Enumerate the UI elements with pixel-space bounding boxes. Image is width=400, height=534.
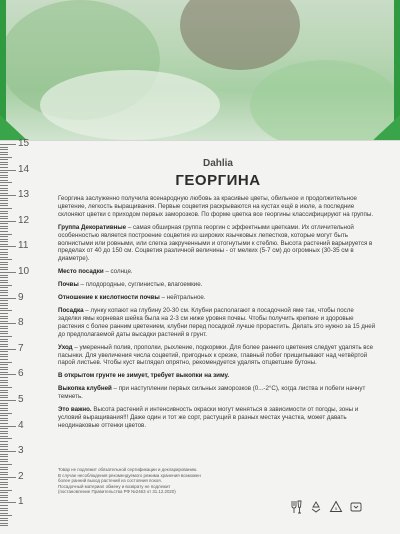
ruler-number: 12 bbox=[18, 214, 30, 226]
ruler-tick bbox=[0, 234, 12, 235]
ruler-tick bbox=[0, 152, 8, 153]
ruler-tick bbox=[0, 349, 16, 350]
ruler-tick bbox=[0, 502, 16, 503]
ruler-tick bbox=[0, 298, 16, 299]
ruler-tick bbox=[0, 333, 8, 334]
ruler-tick bbox=[0, 451, 16, 452]
ruler-tick bbox=[0, 254, 8, 255]
ruler-tick bbox=[0, 500, 8, 501]
ruler-tick bbox=[0, 513, 8, 514]
ruler-tick bbox=[0, 280, 8, 281]
ruler-tick bbox=[0, 344, 8, 345]
ruler-tick bbox=[0, 305, 8, 306]
ruler-tick bbox=[0, 154, 8, 155]
ruler-tick bbox=[0, 520, 8, 521]
ruler-tick bbox=[0, 316, 8, 317]
paragraph-lead: Почвы bbox=[58, 281, 79, 289]
ruler-tick bbox=[0, 164, 8, 165]
ruler-tick bbox=[0, 249, 8, 250]
ruler-tick bbox=[0, 418, 8, 419]
paragraph-text: – лунку копают на глубину 20-30 см. Клубни располагают в посадочной яме так, чтобы после заделки ямы корневая шейка была на 2-3 см ниже уровня почвы. Чтобы получить крепкие и здоровые растения с более ранним цветением, клубни перед посадкой лучше прорастить. Делать это нужно за 15 дней до предполагаемой даты высадки растений в грунт. bbox=[58, 306, 376, 338]
ruler-tick bbox=[0, 326, 8, 327]
ruler-tick bbox=[0, 290, 8, 291]
ruler-tick bbox=[0, 380, 8, 381]
ruler-tick bbox=[0, 420, 8, 421]
ruler-tick bbox=[0, 147, 8, 148]
ruler-tick bbox=[0, 413, 12, 414]
ruler-number: 11 bbox=[18, 240, 29, 252]
ruler-tick bbox=[0, 459, 8, 460]
ruler-tick bbox=[0, 408, 8, 409]
ruler-tick bbox=[0, 193, 8, 194]
paragraph-lead: В открытом грунте не зимует, требует выкопки на зиму. bbox=[58, 372, 230, 380]
fine-print bbox=[58, 467, 268, 495]
ruler-tick bbox=[0, 277, 8, 278]
paragraph-text: – солнце. bbox=[103, 268, 133, 276]
ruler-tick bbox=[0, 313, 8, 314]
ruler-tick bbox=[0, 356, 8, 357]
ruler-tick bbox=[0, 367, 8, 368]
description-paragraph bbox=[58, 372, 378, 380]
ruler-tick bbox=[0, 241, 8, 242]
ruler-tick bbox=[0, 331, 8, 332]
paragraph-text: – нейтральное. bbox=[159, 294, 206, 302]
glass-fork-icon bbox=[288, 498, 304, 516]
ruler-tick bbox=[0, 282, 8, 283]
ruler-tick bbox=[0, 259, 12, 260]
ruler-tick bbox=[0, 208, 12, 209]
ruler-tick bbox=[0, 264, 8, 265]
ruler-tick bbox=[0, 195, 16, 196]
ruler-tick bbox=[0, 231, 8, 232]
ruler-tick bbox=[0, 252, 8, 253]
description-paragraph bbox=[58, 385, 378, 401]
ruler-tick bbox=[0, 292, 8, 293]
recycle-icon bbox=[308, 498, 324, 516]
packaging-icons bbox=[288, 498, 364, 516]
ruler-tick bbox=[0, 436, 8, 437]
paragraph-lead: Выкопка клубней bbox=[58, 385, 112, 393]
paragraph-lead: Уход bbox=[58, 343, 73, 351]
green-corner-right bbox=[370, 115, 400, 143]
ruler-tick bbox=[0, 257, 8, 258]
ruler-tick bbox=[0, 377, 8, 378]
description-paragraph bbox=[58, 224, 378, 264]
ruler-tick bbox=[0, 308, 8, 309]
paragraph-text: – самая обширная группа георгин с эффектными цветками. Их отличительной особенностью является построение соцветия из широких язычковых лепестков, которые могут быть волнистыми или ровными, или слегка закрученными и отогнутыми к стеблю. Высота растений варьируется в пределах от 40 до 150 см. Соцветия различной величины - от мелких (5-7 см) до огромных (30-35 см в диаметре). bbox=[58, 223, 373, 263]
ruler-tick bbox=[0, 426, 16, 427]
tuber-shape bbox=[180, 0, 300, 70]
ruler-tick bbox=[0, 454, 8, 455]
description-paragraph bbox=[58, 406, 378, 430]
paragraph-lead: Группа Декоративные bbox=[58, 223, 127, 231]
paragraph-lead: Место посадки bbox=[58, 268, 104, 276]
paragraph-lead: Посадка bbox=[58, 306, 84, 314]
ruler-tick bbox=[0, 428, 8, 429]
ruler-tick bbox=[0, 246, 16, 247]
ruler-tick bbox=[0, 211, 8, 212]
paragraph-text: Высота растений и интенсивность окраски могут меняться в зависимости от погоды, зоны и условий выращивания!!! Даже один и тот же сорт, растущий в разных местах участка, может давать неодинаковые оттенки цветов. bbox=[58, 406, 359, 429]
ruler-number: 1 bbox=[18, 496, 24, 508]
ruler-tick bbox=[0, 469, 8, 470]
ruler-tick bbox=[0, 213, 8, 214]
ruler-tick bbox=[0, 162, 8, 163]
ruler-tick bbox=[0, 518, 8, 519]
ruler-tick bbox=[0, 359, 8, 360]
ruler-tick bbox=[0, 508, 8, 509]
ruler-tick bbox=[0, 479, 8, 480]
ruler-tick bbox=[0, 198, 8, 199]
ruler-tick bbox=[0, 405, 8, 406]
paragraph-text: – плодородные, суглинистые, влагоемкие. bbox=[78, 281, 203, 289]
ruler-tick bbox=[0, 474, 8, 475]
ruler-tick bbox=[0, 144, 16, 145]
ruler-tick bbox=[0, 339, 8, 340]
triangle-recycle-icon bbox=[328, 498, 344, 516]
ruler-tick bbox=[0, 341, 8, 342]
fine-print-line: (постановление Правительства РФ №2463 от 31.12.2020) bbox=[58, 489, 176, 495]
ruler-number: 9 bbox=[18, 291, 24, 303]
ruler-tick bbox=[0, 392, 8, 393]
ruler-tick bbox=[0, 285, 12, 286]
ruler-tick bbox=[0, 461, 8, 462]
ruler-tick bbox=[0, 346, 8, 347]
ruler-tick bbox=[0, 149, 8, 150]
paragraph-lead: Это важно. bbox=[58, 406, 92, 414]
ruler-number: 15 bbox=[18, 138, 30, 149]
ruler-tick bbox=[0, 510, 8, 511]
ruler-tick bbox=[0, 415, 8, 416]
ruler-tick bbox=[0, 328, 8, 329]
ruler-tick bbox=[0, 318, 8, 319]
ruler-tick bbox=[0, 275, 8, 276]
ruler-tick bbox=[0, 216, 8, 217]
ruler-tick bbox=[0, 223, 8, 224]
ruler-number: 3 bbox=[18, 445, 24, 457]
ruler-tick bbox=[0, 351, 8, 352]
fine-print-line: Посадочный материал обмену и возврату не подлежит bbox=[58, 483, 171, 489]
ruler-number: 14 bbox=[18, 163, 30, 175]
ruler-tick bbox=[0, 410, 8, 411]
ruler-tick bbox=[0, 203, 8, 204]
ruler-tick bbox=[0, 492, 8, 493]
ruler-tick bbox=[0, 497, 8, 498]
ruler-tick bbox=[0, 336, 12, 337]
ruler-tick bbox=[0, 397, 8, 398]
description-paragraph bbox=[58, 268, 378, 276]
ruler-tick bbox=[0, 205, 8, 206]
ruler-tick bbox=[0, 456, 8, 457]
ruler-tick bbox=[0, 403, 8, 404]
paragraph-lead: Отношение к кислотности почвы bbox=[58, 294, 160, 302]
ruler-tick bbox=[0, 272, 16, 273]
ruler-tick bbox=[0, 267, 8, 268]
ruler-tick bbox=[0, 239, 8, 240]
ruler-tick bbox=[0, 449, 8, 450]
ruler-tick bbox=[0, 395, 8, 396]
ruler-tick bbox=[0, 515, 12, 516]
description-paragraph bbox=[58, 307, 378, 339]
ruler-tick bbox=[0, 464, 12, 465]
ruler-tick bbox=[0, 467, 8, 468]
ruler-tick bbox=[0, 525, 8, 526]
ruler-number: 10 bbox=[18, 266, 30, 277]
ruler-tick bbox=[0, 321, 8, 322]
ruler-tick bbox=[0, 362, 12, 363]
fine-print-line: более ранний выход растений из состояния покоя. bbox=[58, 478, 162, 484]
ruler-tick bbox=[0, 177, 8, 178]
ruler-number: 6 bbox=[18, 368, 24, 380]
ruler-tick bbox=[0, 495, 8, 496]
ruler-number: 8 bbox=[18, 317, 24, 329]
ruler-tick bbox=[0, 441, 8, 442]
ruler-tick bbox=[0, 364, 8, 365]
ruler-tick bbox=[0, 374, 16, 375]
ruler-tick bbox=[0, 484, 8, 485]
svg-text:5: 5 bbox=[334, 506, 338, 511]
ruler-tick bbox=[0, 269, 8, 270]
plastic-glare bbox=[40, 70, 220, 140]
pp-icon bbox=[348, 498, 364, 516]
ruler-tick bbox=[0, 182, 12, 183]
ruler-tick bbox=[0, 159, 8, 160]
ruler-tick bbox=[0, 323, 16, 324]
ruler-tick bbox=[0, 490, 12, 491]
ruler-tick bbox=[0, 482, 8, 483]
fine-print-line: Товар не подлежит обязательной сертификации и декларированию. bbox=[58, 467, 198, 472]
ruler-tick bbox=[0, 438, 12, 439]
ruler-tick bbox=[0, 218, 8, 219]
latin-name: Dahlia bbox=[202, 158, 233, 169]
ruler-tick bbox=[0, 188, 8, 189]
ruler-tick bbox=[0, 487, 8, 488]
fine-print-line: В случае несоблюдения рекомендуемого режима хранения возможен bbox=[58, 472, 201, 478]
ruler-tick bbox=[0, 444, 8, 445]
ruler-tick bbox=[0, 200, 8, 201]
ruler-tick bbox=[0, 190, 8, 191]
paragraph-text: Георгина заслуженно получила всенародную любовь за красивые цветы, обильное и продолжительное цветение, легкость выращивания. Первые соцветия раскрываются на кустах ещё в июле, а последние склоняют цветки с приходом первых заморозков. По форме цветка все георгины классифицируют на группы. bbox=[58, 195, 374, 218]
ruler-tick bbox=[0, 244, 8, 245]
packet-photo bbox=[0, 0, 400, 150]
ruler-tick bbox=[0, 226, 8, 227]
label-content bbox=[58, 158, 378, 435]
ruler-number: 4 bbox=[18, 419, 24, 431]
description bbox=[58, 195, 378, 430]
ruler-tick bbox=[0, 385, 8, 386]
ruler-tick bbox=[0, 180, 8, 181]
ruler-tick bbox=[0, 262, 8, 263]
ruler-tick bbox=[0, 477, 16, 478]
ruler-tick bbox=[0, 157, 12, 158]
description-paragraph bbox=[58, 195, 378, 219]
ruler-number: 2 bbox=[18, 470, 24, 482]
ruler-tick bbox=[0, 295, 8, 296]
ruler-tick bbox=[0, 310, 12, 311]
product-title: ГЕОРГИНА bbox=[175, 172, 261, 189]
ruler-tick bbox=[0, 228, 8, 229]
paragraph-text: – при наступлении первых сильных заморозков (0...-2°С), когда листва и побеги начнут темнеть. bbox=[58, 385, 366, 401]
description-paragraph bbox=[58, 344, 378, 368]
ruler-tick bbox=[0, 221, 16, 222]
ruler-tick bbox=[0, 372, 8, 373]
ruler-tick bbox=[0, 472, 8, 473]
ruler-number: 7 bbox=[18, 342, 24, 354]
ruler-tick bbox=[0, 446, 8, 447]
ruler-tick bbox=[0, 303, 8, 304]
ruler bbox=[0, 140, 46, 533]
ruler-tick bbox=[0, 167, 8, 168]
ruler-number: 13 bbox=[18, 189, 30, 201]
paragraph-text: – умеренный полив, прополки, рыхление, подкормки. Для более раннего цветения следует удалять все пасынки. Для увеличения числа соцветий, пригодных к срезке, главный побег прищипывают над четвёртой парой листьев. Чтобы куст выглядел опрятно, рекомендуется удалять отцветшие бутоны. bbox=[58, 343, 374, 367]
ruler-tick bbox=[0, 185, 8, 186]
ruler-tick bbox=[0, 390, 8, 391]
description-paragraph bbox=[58, 294, 378, 302]
ruler-tick bbox=[0, 354, 8, 355]
ruler-tick bbox=[0, 172, 8, 173]
ruler-tick bbox=[0, 236, 8, 237]
ruler-tick bbox=[0, 433, 8, 434]
ruler-tick bbox=[0, 505, 8, 506]
ruler-tick bbox=[0, 175, 8, 176]
ruler-tick bbox=[0, 400, 16, 401]
ruler-tick bbox=[0, 287, 8, 288]
ruler-tick bbox=[0, 423, 8, 424]
description-paragraph bbox=[58, 281, 378, 289]
ruler-tick bbox=[0, 369, 8, 370]
ruler-tick bbox=[0, 382, 8, 383]
ruler-tick bbox=[0, 523, 8, 524]
ruler-number: 5 bbox=[18, 394, 24, 405]
ruler-tick bbox=[0, 431, 8, 432]
ruler-tick bbox=[0, 387, 12, 388]
ruler-tick bbox=[0, 300, 8, 301]
ruler-tick bbox=[0, 170, 16, 171]
